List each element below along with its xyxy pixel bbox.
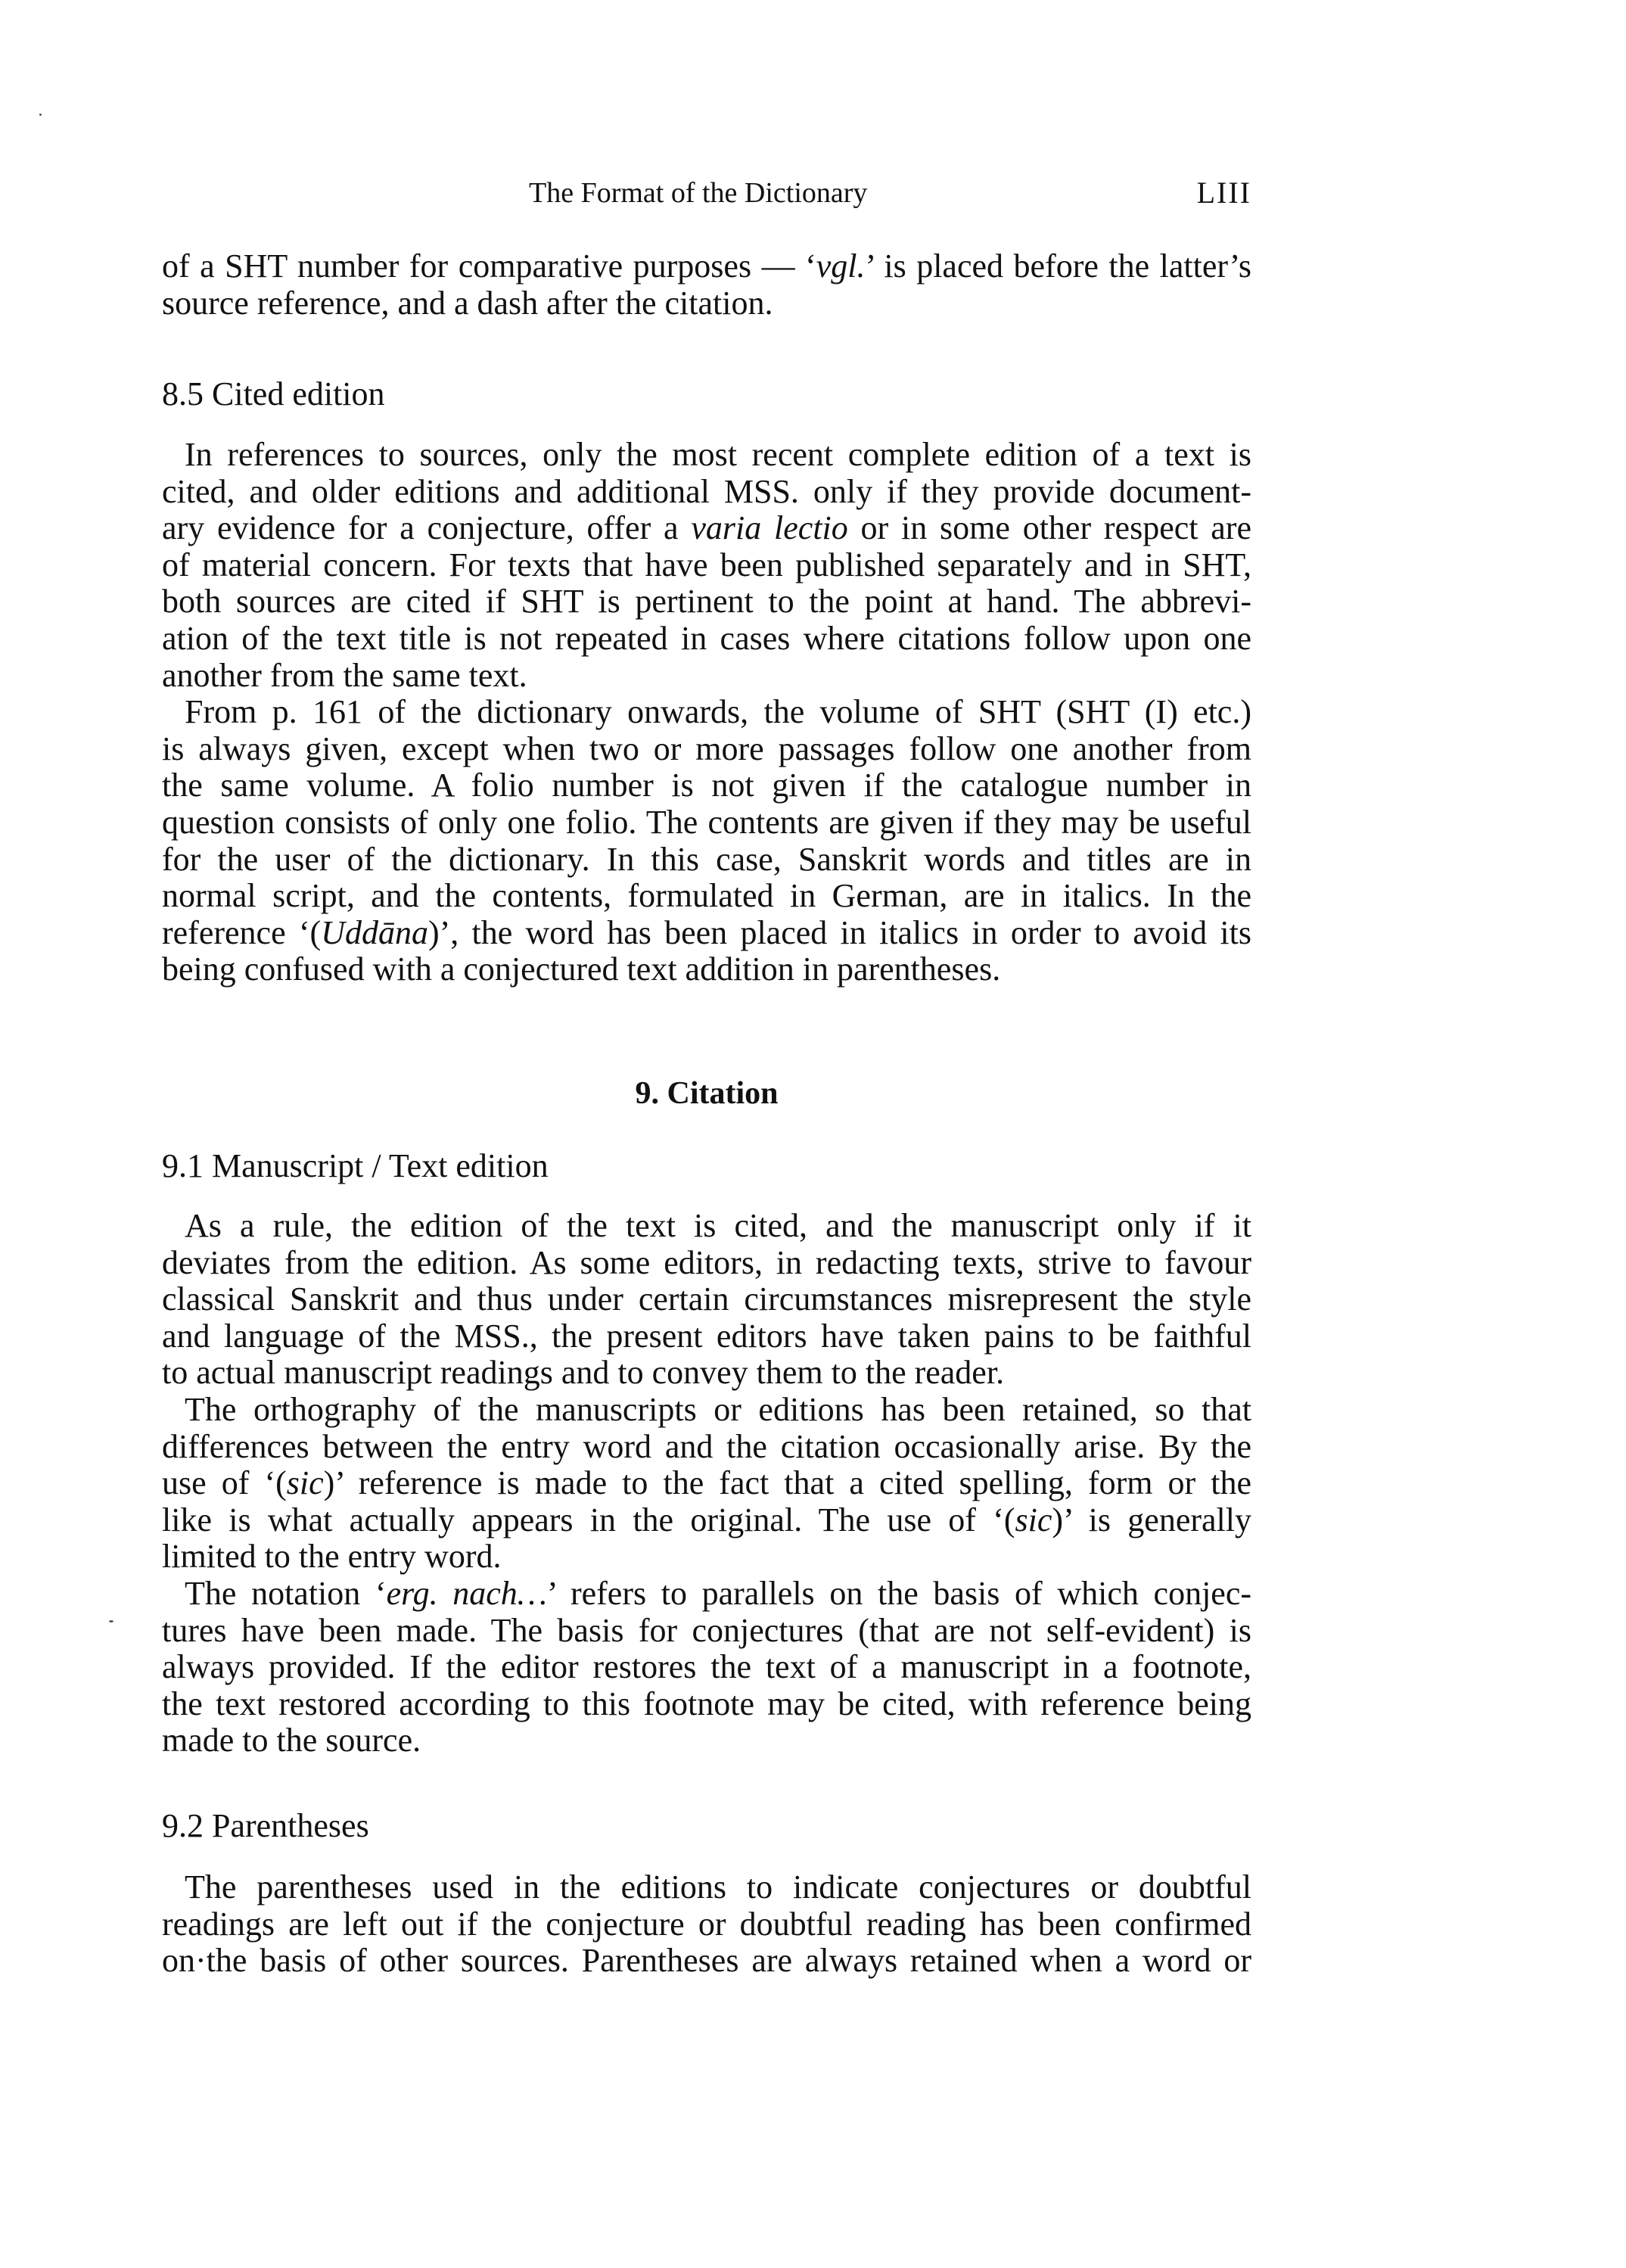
italic-text: vgl.	[816, 247, 866, 285]
text-run: readings are left out if the conjecture or doubtful reading has been confirmed	[162, 1906, 1251, 1943]
text-run: limited to the entry word.	[162, 1538, 502, 1575]
paragraph-line	[162, 1502, 1251, 1538]
text-run: or in some other respect are	[847, 509, 1251, 546]
text-run: question consists of only one folio. The contents are given if they may be useful	[162, 804, 1251, 841]
text-run: ation of the text title is not repeated in cases where citations follow upon one	[162, 620, 1251, 657]
text-run: In references to sources, only the most recent complete edition of a text is	[185, 436, 1251, 473]
paragraph-line	[162, 510, 1251, 546]
italic-text: sic	[286, 1464, 324, 1501]
page-number: LIII	[1196, 176, 1251, 210]
text-run: The parentheses used in the editions to indicate conjectures or doubtful	[185, 1868, 1251, 1906]
paragraph-line	[185, 437, 1251, 473]
text-run: )’ is generally	[1052, 1501, 1251, 1538]
text-run: The notation ‘	[185, 1575, 387, 1612]
paragraph-line	[162, 951, 1251, 988]
paragraph-line	[162, 658, 1251, 694]
section-heading: 9. Citation	[635, 1076, 779, 1111]
subsection-heading: 9.1 Manuscript / Text edition	[162, 1147, 549, 1184]
text-run: another from the same text.	[162, 657, 527, 694]
text-run: both sources are cited if SHT is pertinent to the point at hand. The abbrevi-	[162, 583, 1251, 620]
text-run: to actual manuscript readings and to convey them to the reader.	[162, 1354, 1005, 1391]
text-run: the same volume. A folio number is not given if the catalogue number in	[162, 767, 1251, 804]
text-run: ’ refers to parallels on the basis of which conjec-	[546, 1575, 1251, 1612]
text-run: The orthography of the manuscripts or editions has been retained, so that	[185, 1391, 1251, 1428]
text-run: ’ is placed before the latter’s	[865, 247, 1251, 285]
italic-text: varia lectio	[691, 509, 848, 546]
text-run: of material concern. For texts that have been published separately and in SHT,	[162, 546, 1251, 583]
text-run: normal script, and the contents, formulated in German, are in italics. In the	[162, 877, 1251, 914]
text-run: being confused with a conjectured text addition in parentheses.	[162, 950, 1001, 988]
paragraph-line	[162, 804, 1251, 841]
paragraph-line	[162, 1429, 1251, 1465]
text-run: As a rule, the edition of the text is cited, and the manuscript only if it	[185, 1207, 1251, 1244]
text-run: made to the source.	[162, 1722, 421, 1759]
paragraph-line	[162, 1318, 1251, 1355]
paragraph-line	[162, 285, 1251, 322]
paragraph-line	[185, 1869, 1251, 1906]
text-run: for the user of the dictionary. In this case, Sanskrit words and titles are in	[162, 841, 1251, 878]
paragraph-line	[162, 1538, 1251, 1575]
text-run: tures have been made. The basis for conjectures (that are not self-evident) is	[162, 1612, 1251, 1649]
scan-speck	[39, 114, 42, 116]
text-run: differences between the entry word and the citation occasionally arise. By the	[162, 1428, 1251, 1465]
text-run: on·the basis of other sources. Parentheses are always retained when a word or	[162, 1942, 1251, 1979]
italic-text: Uddāna	[321, 914, 428, 951]
text-run: is always given, except when two or more passages follow one another from	[162, 730, 1251, 767]
text-run: reference ‘(	[162, 914, 322, 951]
text-run: source reference, and a dash after the citation.	[162, 285, 773, 322]
subsection-heading: 9.2 Parentheses	[162, 1807, 369, 1844]
paragraph-line	[162, 248, 1251, 285]
paragraph-line	[162, 915, 1251, 951]
paragraph-line	[162, 583, 1251, 620]
paragraph-line	[162, 878, 1251, 914]
paragraph-line	[185, 1392, 1251, 1428]
text-run: like is what actually appears in the original. The use of ‘(	[162, 1501, 1015, 1538]
paragraph-line	[162, 1943, 1251, 1979]
scan-speck	[109, 1620, 113, 1622]
paragraph-line	[185, 694, 1251, 730]
text-run: deviates from the edition. As some editors, in redacting texts, strive to favour	[162, 1244, 1251, 1281]
paragraph-line	[162, 1686, 1251, 1722]
paragraph-line	[162, 767, 1251, 804]
text-run: and language of the MSS., the present editors have taken pains to be faithful	[162, 1318, 1251, 1355]
paragraph-line	[162, 1722, 1251, 1759]
text-run: the text restored according to this footnote may be cited, with reference being	[162, 1685, 1251, 1722]
paragraph-line	[162, 621, 1251, 657]
paragraph-line	[162, 731, 1251, 767]
paragraph-line	[185, 1208, 1251, 1244]
italic-text: erg. nach…	[386, 1575, 547, 1612]
text-run: )’, the word has been placed in italics in order to avoid its	[427, 914, 1251, 951]
paragraph-line	[162, 1245, 1251, 1281]
text-run: of a SHT number for comparative purposes — ‘	[162, 247, 816, 285]
text-run: cited, and older editions and additional MSS. only if they provide document-	[162, 473, 1251, 510]
paragraph-line	[162, 1649, 1251, 1685]
text-run: )’ reference is made to the fact that a cited spelling, form or the	[323, 1464, 1251, 1501]
paragraph-line	[162, 547, 1251, 583]
text-run: use of ‘(	[162, 1464, 287, 1501]
paragraph-line	[185, 1576, 1251, 1612]
subsection-heading: 8.5 Cited edition	[162, 375, 385, 412]
paragraph-line	[162, 1355, 1251, 1391]
running-header-title: The Format of the Dictionary	[529, 177, 868, 209]
paragraph-line	[162, 1281, 1251, 1318]
paragraph-line	[162, 1613, 1251, 1649]
italic-text: sic	[1015, 1501, 1052, 1538]
text-run: always provided. If the editor restores the text of a manuscript in a footnote,	[162, 1648, 1251, 1685]
text-run: From p. 161 of the dictionary onwards, the volume of SHT (SHT (I) etc.)	[185, 693, 1251, 730]
paragraph-line	[162, 1465, 1251, 1501]
paragraph-line	[162, 842, 1251, 878]
text-run: classical Sanskrit and thus under certain circumstances misrepresent the style	[162, 1280, 1251, 1318]
text-run: ary evidence for a conjecture, offer a	[162, 509, 692, 546]
paragraph-line	[162, 1906, 1251, 1943]
paragraph-line	[162, 474, 1251, 510]
